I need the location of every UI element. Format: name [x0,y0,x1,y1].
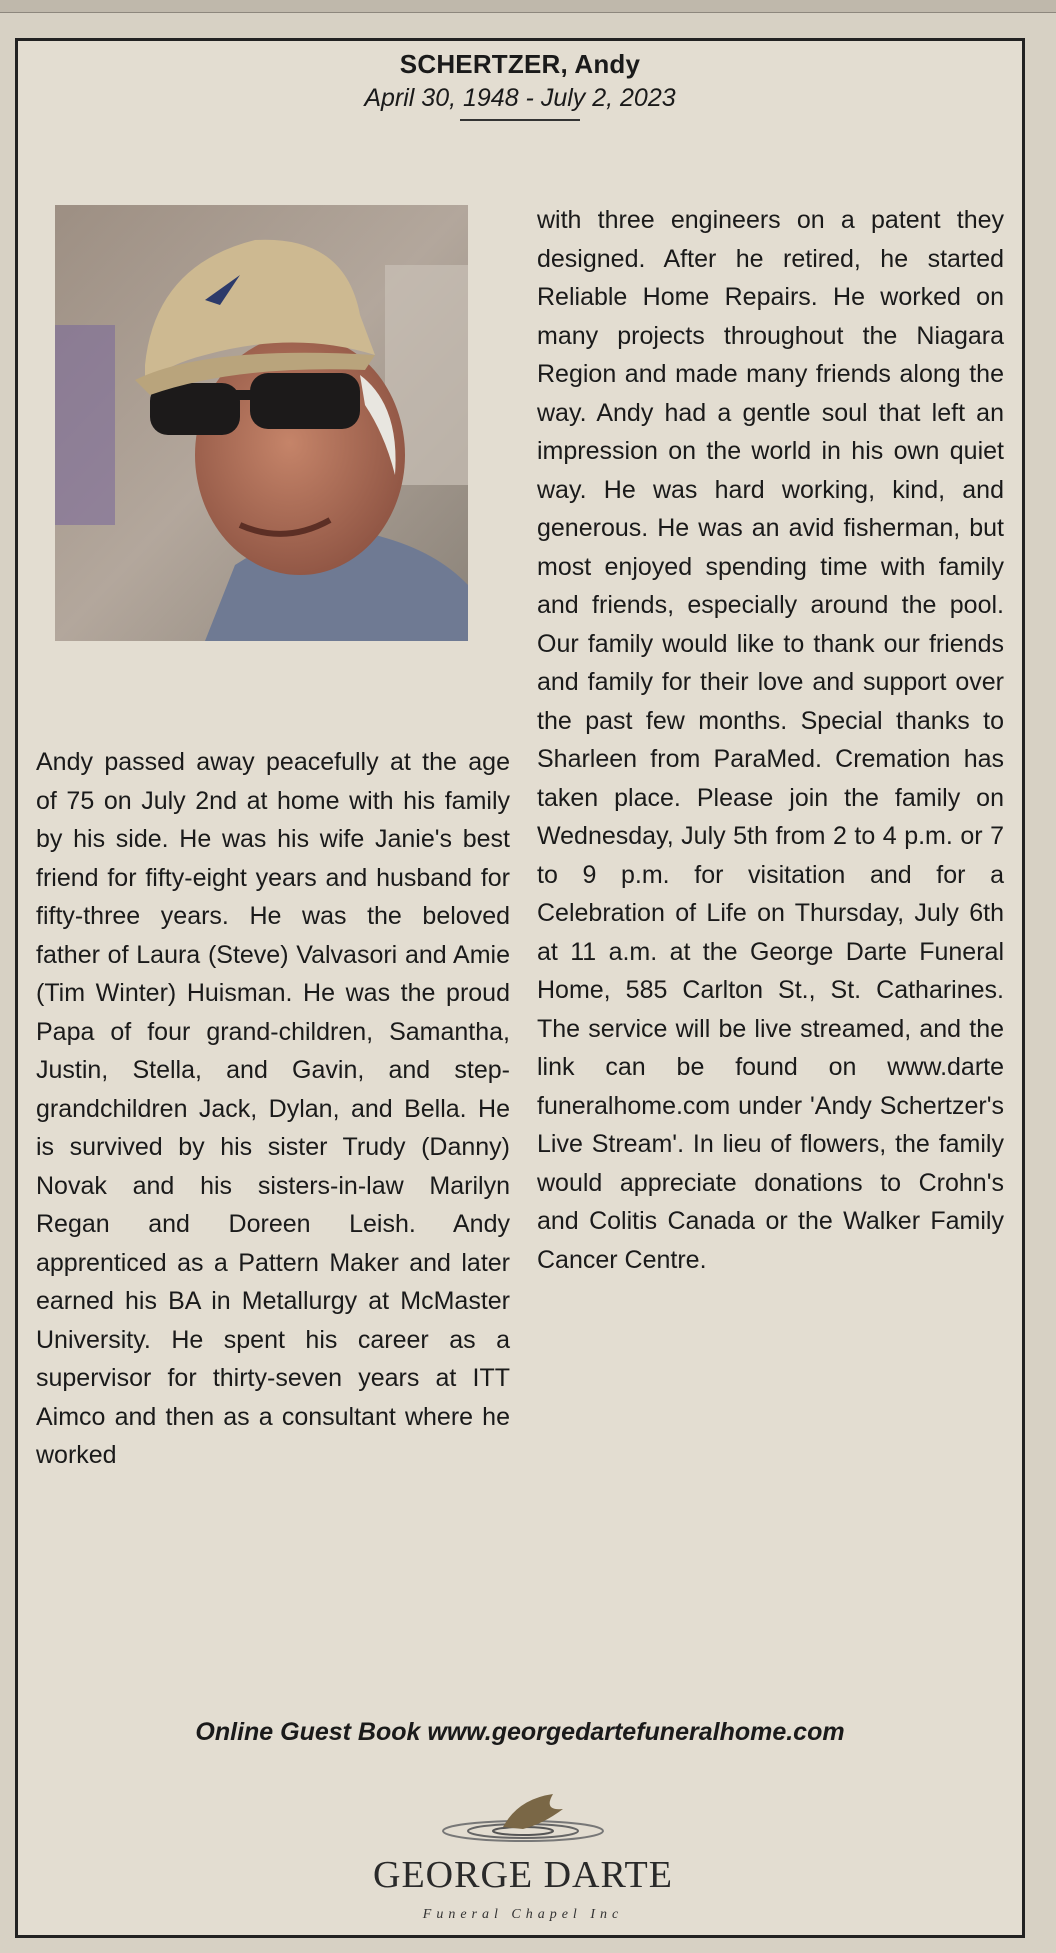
guest-book-line: Online Guest Book www.georgedartefuneralhome.com [195,1718,845,1746]
logo-name: GEORGE DARTE [373,1854,673,1896]
logo-subtitle: Funeral Chapel Inc [422,1907,624,1922]
notice-header [18,49,1022,121]
deceased-name: SCHERTZER, Andy [399,49,641,79]
leaf-ripple-emblem [433,1789,613,1849]
obituary-text-right: with three engineers on a patent they designed. After he retired, he started Reliable Home Repairs. He worked on many projects throughout the Niagara Region and made many friends along the way. Andy had a gentle soul that left an impression on the world in his own quiet way. He was hard working, kind, and generous. He was an avid fisherman, but most enjoyed spending time with family and friends, especially around the pool. Our family would like to thank our friends and family for their love and support over the past few months. Special thanks to Sharleen from ParaMed. Cremation has taken place. Please join the family on Wednesday, July 5th from 2 to 4 p.m. or 7 to 9 p.m. for visitation and for a Celebration of Life on Thursday, July 6th at 11 a.m. at the George Darte Funeral Home, 585 Carlton St., St. Catharines. The service will be live streamed, and the link can be found on www.darte funeralhome.com under 'Andy Schertzer's Live Stream'. In lieu of flowers, the family would appreciate donations to Crohn's and Colitis Canada or the Walker Family Cancer Centre. [537,206,1004,1274]
portrait-photo [55,205,468,641]
funeral-home-logo [338,1789,708,1929]
obituary-notice [15,38,1025,1938]
obituary-text-left: Andy passed away peacefully at the age of 75 on July 2nd at home with his family by his side. He was his wife Janie's best friend for fifty-eight years and husband for fifty-three years. He was the beloved father of Laura (Steve) Valvasori and Amie (Tim Winter) Huisman. He was the proud Papa of four grand-children, Samantha, Justin, Stella, and Gavin, and step-grandchildren Jack, Dylan, and Bella. He is survived by his sister Trudy (Danny) Novak and his sisters-in-law Marilyn Regan and Doreen Leish. Andy apprenticed as a Pattern Maker and later earned his BA in Metallurgy at McMaster University. He spent his career as a supervisor for thirty-seven years at ITT Aimco and then as a consultant where he worked [36,748,510,1469]
header-divider [460,119,580,121]
life-dates: April 30, 1948 - July 2, 2023 [364,84,676,112]
newsprint-edge [0,0,1056,13]
